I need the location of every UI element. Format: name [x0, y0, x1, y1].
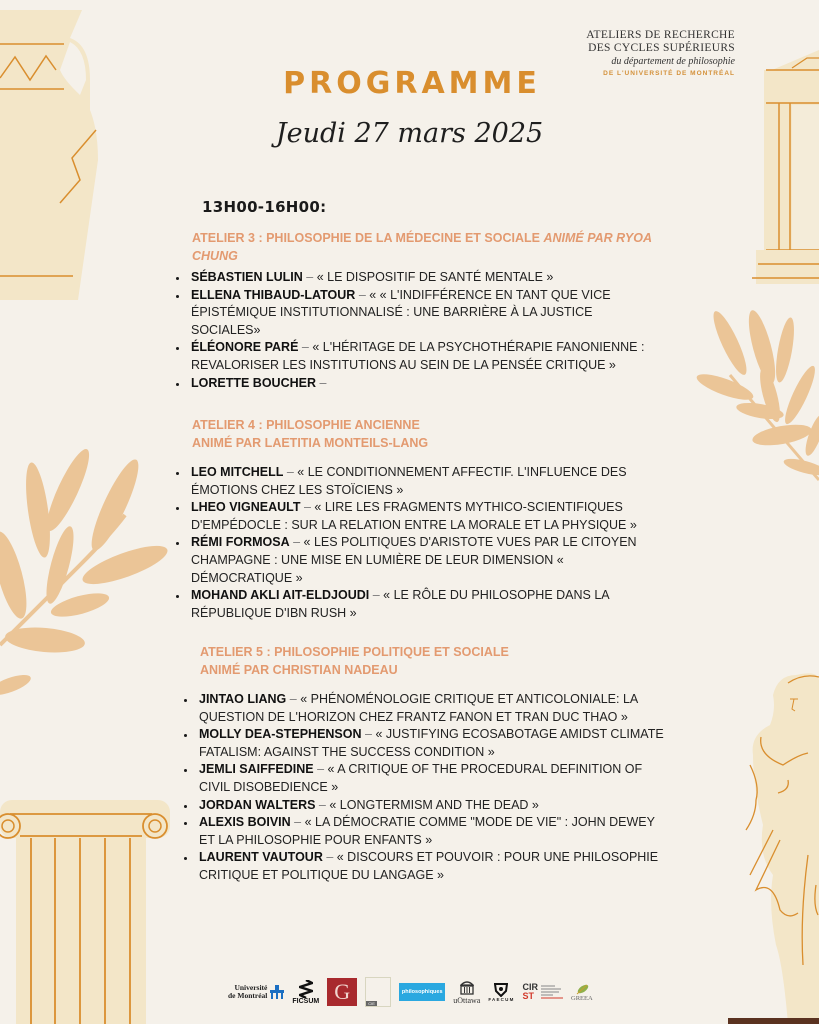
speaker-name: MOLLY DEA-STEPHENSON [199, 727, 362, 742]
speaker-name: MOHAND AKLI AIT-ELDJOUDI [191, 588, 370, 603]
separator: – [315, 797, 330, 812]
faecum-shield-icon [494, 983, 508, 997]
udem-line-1: Université [234, 983, 268, 992]
speaker-name: ALEXIS BOIVIN [199, 815, 291, 830]
vase-illustration [0, 0, 110, 300]
atelier-title [192, 417, 672, 452]
list-item [182, 797, 672, 815]
udem-line-2: de Montréal [228, 991, 268, 1000]
column-illustration [0, 800, 180, 1024]
udem-emblem-icon [270, 985, 284, 999]
atelier-3 [192, 230, 672, 392]
atelier-moderator: ANIMÉ PAR CHRISTIAN NADEAU [200, 662, 398, 677]
ficsum-label: FICSUM [292, 997, 320, 1005]
talk-title: « LE RÔLE DU PHILOSOPHE DANS LA RÉPUBLIQUE D'IBN RUSH » [191, 588, 609, 620]
talk-title: « A CRITIQUE OF THE PROCEDURAL DEFINITION OF CIVIL DISOBEDIENCE » [199, 762, 643, 794]
organizer-line-1: ATELIERS DE RECHERCHE [586, 29, 735, 41]
talk-title: « LE DISPOSITIF DE SANTÉ MENTALE » [316, 270, 554, 284]
cirst-bottom: ST [522, 991, 535, 1001]
list-item [182, 814, 672, 849]
separator: – [286, 692, 301, 706]
talk-title: « LE CONDITIONNEMENT AFFECTIF. L'INFLUENCE DES ÉMOTIONS CHEZ LES STOÏCIENS » [191, 465, 627, 497]
list-item [174, 375, 664, 393]
cie-label: CIE [368, 1001, 375, 1006]
separator: – [322, 850, 337, 865]
separator: – [355, 287, 370, 302]
list-item [174, 464, 664, 499]
logo-faecum [488, 983, 514, 1002]
event-date: Jeudi 27 mars 2025 [275, 118, 544, 149]
faecum-label: FAECUM [488, 996, 515, 1002]
statue-illustration [728, 665, 819, 1024]
separator: – [283, 465, 298, 479]
separator: – [298, 340, 313, 355]
separator: – [302, 270, 317, 284]
g-letter: G [334, 979, 351, 1004]
list-item [182, 691, 672, 726]
separator: – [290, 815, 305, 830]
separator: – [369, 588, 384, 603]
logo-greea [571, 983, 593, 1002]
philosophiques-label: philosophiques [401, 989, 443, 995]
speaker-name: JORDAN WALTERS [199, 797, 316, 812]
list-item [182, 761, 672, 796]
logo-uottawa [453, 980, 480, 1005]
organizer-line-2: DES CYCLES SUPÉRIEURS [588, 42, 735, 54]
speaker-name: ELLENA THIBAUD-LATOUR [191, 287, 356, 302]
list-item [174, 587, 664, 622]
atelier-moderator: ANIMÉ PAR RYOA CHUNG [192, 231, 652, 263]
talk-title: « LA DÉMOCRATIE COMME "MODE DE VIE" : JOHN DEWEY ET LA PHILOSOPHIE POUR ENFANTS » [199, 815, 655, 847]
atelier-name: ATELIER 3 : PHILOSOPHIE DE LA MÉDECINE ET SOCIALE [192, 231, 540, 245]
timeslot: 13H00-16H00: [202, 198, 327, 216]
logo-ficsum [292, 980, 319, 1005]
atelier-title [200, 644, 680, 679]
greea-label: GREEA [571, 994, 593, 1002]
cirst-top: CIR [522, 982, 539, 992]
talk-title: « LONGTERMISM AND THE DEAD » [329, 797, 539, 812]
logo-philosophiques [399, 983, 445, 1001]
list-item [174, 534, 664, 587]
speaker-name: LEO MITCHELL [191, 465, 284, 479]
speaker-name: ÉLÉONORE PARÉ [191, 340, 299, 355]
talk-title: « JUSTIFYING ECOSABOTAGE AMIDST CLIMATE FATALISM: AGAINST THE SUCCESS CONDITION » [199, 727, 664, 759]
speaker-name: SÉBASTIEN LULIN [191, 270, 303, 284]
separator: – [300, 500, 315, 515]
list-item [182, 849, 672, 884]
leaf-branch-right [690, 295, 819, 495]
speaker-name: JINTAO LIANG [199, 692, 287, 706]
sponsor-logos [228, 972, 593, 1012]
separator: – [316, 375, 327, 390]
separator: – [289, 535, 304, 550]
talk-title: « LES POLITIQUES D'ARISTOTE VUES PAR LE CITOYEN CHAMPAGNE : UNE MISE EN LUMIÈRE DE LEUR DIMENSION « DÉMOCRATIQUE » [191, 535, 637, 585]
atelier-5 [200, 644, 680, 885]
talk-list [174, 464, 664, 622]
list-item [174, 287, 664, 340]
logo-universite-de-montreal [228, 984, 284, 1000]
speaker-name: JEMLI SAIFFEDINE [199, 762, 314, 777]
cirst-text-block-icon [541, 984, 563, 1000]
uottawa-label: uOttawa [453, 995, 481, 1005]
greea-leaf-icon [574, 983, 590, 995]
talk-title: « L'HÉRITAGE DE LA PSYCHOTHÉRAPIE FANONIENNE : REVALORISER LES INSTITUTIONS AU SEIN DE LA PENSÉE CRITIQUE » [191, 340, 645, 372]
atelier-moderator: ANIMÉ PAR LAETITIA MONTEILS-LANG [192, 435, 429, 450]
talk-title: « PHÉNOMÉNOLOGIE CRITIQUE ET ANTICOLONIALE: LA QUESTION DE L'HORIZON CHEZ FRANTZ FANON ET TRAN DUC THAO » [199, 692, 638, 724]
leaf-branch-left [0, 445, 170, 700]
atelier-name: ATELIER 4 : PHILOSOPHIE ANCIENNE [192, 418, 420, 432]
speaker-name: LAURENT VAUTOUR [199, 850, 323, 865]
ficsum-emblem-icon [299, 980, 313, 998]
organizer-line-4: DE L'UNIVERSITÉ DE MONTRÉAL [603, 70, 735, 77]
talk-title: « LIRE LES FRAGMENTS MYTHICO-SCIENTIFIQUES D'EMPÉDOCLE : SUR LA RELATION ENTRE LA MORALE ET LA PHYSIQUE » [191, 500, 637, 532]
talk-list [182, 691, 672, 885]
atelier-4 [192, 417, 672, 622]
page-title: PROGRAMME [283, 66, 541, 101]
speaker-name: RÉMI FORMOSA [191, 535, 290, 550]
list-item [182, 726, 672, 761]
list-item [174, 339, 664, 374]
logo-g [327, 978, 357, 1006]
logo-cirst [523, 983, 564, 1001]
atelier-name: ATELIER 5 : PHILOSOPHIE POLITIQUE ET SOCIALE [200, 645, 509, 659]
separator: – [361, 727, 376, 742]
logo-cie [365, 977, 391, 1007]
talk-title: « DISCOURS ET POUVOIR : POUR UNE PHILOSOPHIE CRITIQUE ET POLITIQUE DU LANGAGE » [199, 850, 659, 882]
organizer-line-3: du département de philosophie [611, 56, 735, 67]
uottawa-building-icon [460, 980, 474, 996]
talk-list [174, 269, 664, 392]
talk-title: « « L'INDIFFÉRENCE EN TANT QUE VICE ÉPISTÉMIQUE INSTITUTIONNALISÉ : UNE BARRIÈRE À LA JUSTICE SOCIALES» [191, 287, 611, 337]
speaker-name: LORETTE BOUCHER [191, 375, 316, 390]
list-item [174, 499, 664, 534]
speaker-name: LHEO VIGNEAULT [191, 500, 301, 515]
list-item [174, 269, 664, 287]
separator: – [313, 762, 328, 777]
atelier-title [192, 230, 672, 265]
